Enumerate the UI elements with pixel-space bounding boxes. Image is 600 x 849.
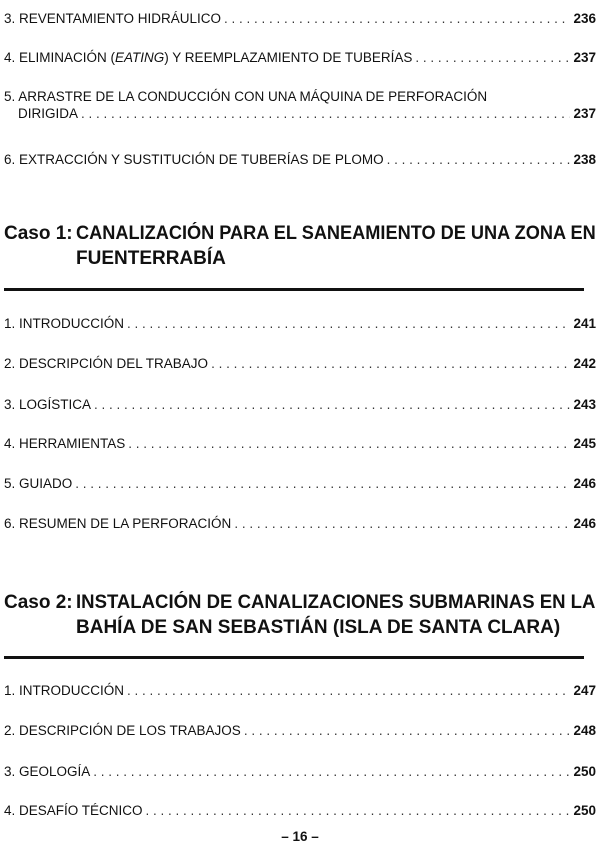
toc-entry-text: 4. DESAFÍO TÉCNICO: [4, 803, 143, 818]
toc-entry: [4, 802, 596, 819]
toc-entry-page: 247: [573, 683, 596, 698]
toc-entry-text: 3. GEOLOGÍA: [4, 764, 91, 779]
toc-entry: [4, 396, 596, 413]
toc-entry-page: 243: [573, 397, 596, 412]
toc-entry: [4, 88, 596, 122]
toc-entry-page: 237: [573, 106, 596, 121]
dot-leader: [81, 105, 570, 122]
toc-entry-page: 242: [573, 356, 596, 371]
dot-leader: [93, 763, 570, 780]
toc-entry-text: 5. ARRASTRE DE LA CONDUCCIÓN CON UNA MÁQUINA DE PERFORACIÓN: [4, 89, 488, 104]
toc-entry: [4, 763, 596, 780]
toc-entry-text: 2. DESCRIPCIÓN DEL TRABAJO: [4, 356, 209, 371]
toc-entry-text: 6. RESUMEN DE LA PERFORACIÓN: [4, 516, 232, 531]
toc-entry: [4, 515, 596, 532]
toc-entry-text-part: 4. ELIMINACIÓN (: [4, 50, 116, 65]
toc-entry-page: 241: [573, 316, 596, 331]
toc-entry-page: 248: [573, 723, 596, 738]
toc-entry-page: 250: [573, 803, 596, 818]
case-1-heading: [4, 221, 596, 273]
toc-entry: [4, 355, 596, 372]
toc-entry-text: 1. INTRODUCCIÓN: [4, 316, 125, 331]
toc-entry-page: 246: [573, 476, 596, 491]
toc-entry-page: 246: [573, 516, 596, 531]
toc-entry-text: 3. REVENTAMIENTO HIDRÁULICO: [4, 11, 222, 26]
dot-leader: [75, 475, 570, 492]
case-title: [76, 590, 596, 640]
toc-entry: [4, 435, 596, 452]
toc-entry-text: 2. DESCRIPCIÓN DE LOS TRABAJOS: [4, 723, 241, 738]
dot-leader: [127, 315, 570, 332]
toc-entry: [4, 151, 596, 168]
toc-entry-page: 236: [573, 11, 596, 26]
dot-leader: [94, 396, 570, 413]
toc-entry: [4, 315, 596, 332]
dot-leader: [127, 682, 570, 699]
toc-entry-text-part: ) Y REEMPLAZAMIENTO DE TUBERÍAS: [164, 50, 413, 65]
dot-leader: [415, 49, 570, 66]
dot-leader: [234, 515, 570, 532]
case-title-line: FUENTERRABÍA: [76, 248, 226, 269]
toc-entry-text-italic: EATING: [115, 50, 165, 65]
toc-entry-page: 250: [573, 764, 596, 779]
toc-entry-text: 5. GUIADO: [4, 476, 73, 491]
dot-leader: [146, 802, 571, 819]
case-label: Caso 1:: [4, 223, 73, 244]
toc-entry-text: 3. LOGÍSTICA: [4, 397, 92, 412]
case-title-line: INSTALACIÓN DE CANALIZACIONES SUBMARINAS EN LA: [76, 592, 596, 613]
toc-entry-page: 245: [573, 436, 596, 451]
case-title-line: BAHÍA DE SAN SEBASTIÁN (ISLA DE SANTA CLARA): [76, 617, 561, 638]
toc-entry-text-continued: DIRIGIDA: [18, 106, 79, 121]
dot-leader: [387, 151, 571, 168]
dot-leader: [224, 10, 570, 27]
case-title-line: CANALIZACIÓN PARA EL SANEAMIENTO DE UNA ZONA EN: [76, 223, 596, 244]
toc-entry: [4, 49, 596, 66]
case-title: [76, 221, 596, 271]
page-number: – 16 –: [281, 829, 319, 844]
toc-entry-page: 237: [573, 50, 596, 65]
toc-entry-page: 238: [573, 152, 596, 167]
toc-entry: [4, 475, 596, 492]
case-label: Caso 2:: [4, 592, 73, 613]
section-rule: [4, 656, 584, 659]
toc-entry: [4, 722, 596, 739]
toc-entry: [4, 682, 596, 699]
toc-entry-text: 4. HERRAMIENTAS: [4, 436, 126, 451]
toc-entry-text: 6. EXTRACCIÓN Y SUSTITUCIÓN DE TUBERÍAS DE PLOMO: [4, 152, 384, 167]
dot-leader: [244, 722, 571, 739]
case-2-heading: [4, 590, 596, 642]
toc-entry: [4, 10, 596, 27]
toc-entry-text: [4, 49, 412, 66]
dot-leader: [128, 435, 570, 452]
dot-leader: [211, 355, 570, 372]
toc-entry-text: 1. INTRODUCCIÓN: [4, 683, 125, 698]
section-rule: [4, 288, 584, 291]
